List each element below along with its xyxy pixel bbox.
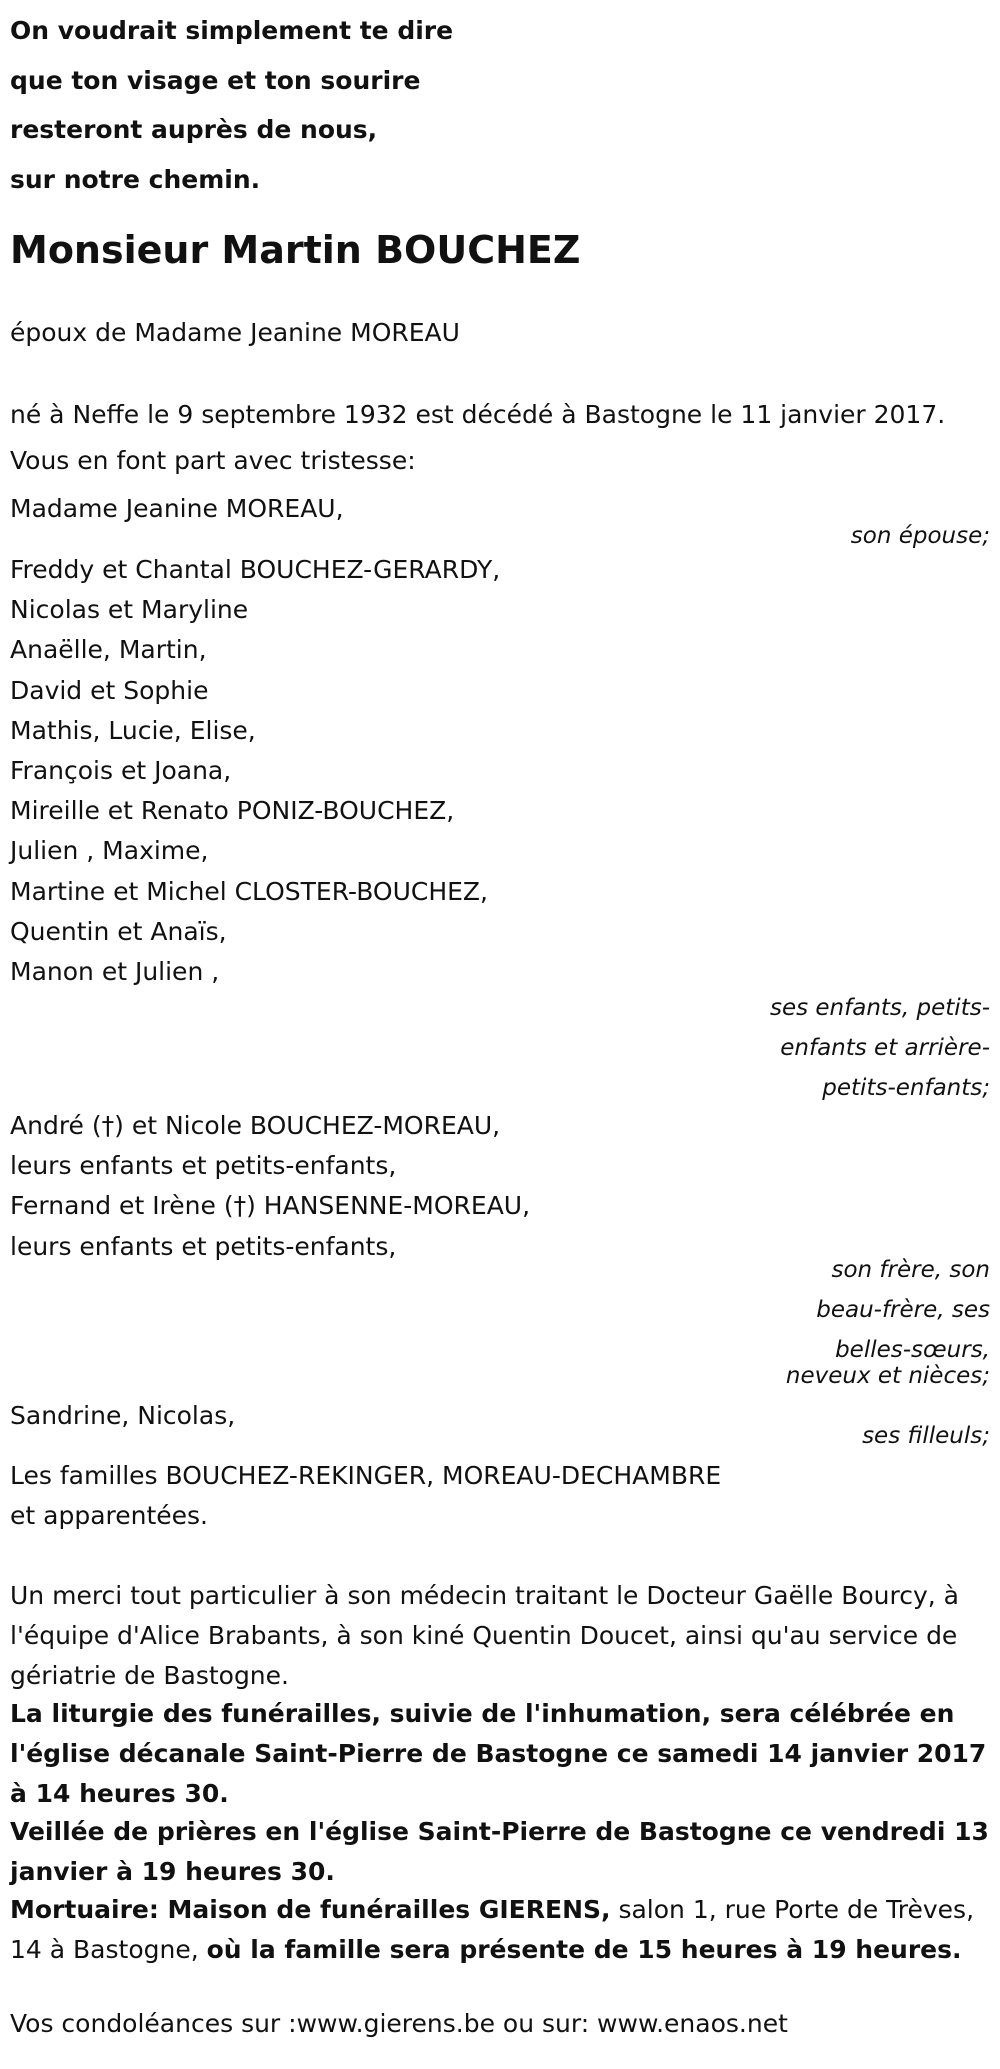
family-name-line: David et Sophie [10, 675, 209, 705]
poem-line: sur notre chemin. [10, 164, 261, 194]
spouse-group [10, 489, 344, 529]
relation-line: enfants et arrière- [780, 1035, 990, 1061]
announcement-line: Vous en font part avec tristesse: [10, 446, 416, 475]
spouse-line: époux de Madame Jeanine MOREAU [10, 318, 460, 347]
family-name-line: Manon et Julien , [10, 957, 220, 987]
family-name-line: Madame Jeanine MOREAU, [10, 494, 344, 523]
mortuary-address: salon 1, rue Porte de Trèves, 14 à Bastogne, [10, 1895, 975, 1964]
relation-line: petits-enfants; [822, 1075, 990, 1101]
vigil-paragraph: Veillée de prières en l'église Saint-Pierre de Bastogne ce vendredi 13 janvier à 19 heures 30. [10, 1817, 989, 1886]
family-name-line: leurs enfants et petits-enfants, [10, 1151, 397, 1181]
funeral-paragraph: La liturgie des funérailles, suivie de l'inhumation, sera célébrée en l'église décanale Saint-Pierre de Bastogne ce samedi 14 janvier 2017 à 14 heures 30. [10, 1699, 987, 1808]
family-name-line: Mireille et Renato PONIZ-BOUCHEZ, [10, 796, 455, 826]
relation-line: neveux et nièces; [785, 1363, 990, 1389]
deceased-name: Monsieur Martin BOUCHEZ [10, 228, 581, 272]
relation-line: ses filleuls; [862, 1423, 990, 1449]
relation-line: son frère, son [831, 1257, 990, 1283]
relation-line: ses enfants, petits- [769, 995, 990, 1021]
relation-line: son épouse; [850, 523, 990, 549]
poem-line: resteront auprès de nous, [10, 115, 378, 144]
birth-death-line: né à Neffe le 9 septembre 1932 est décédé à Bastogne le 11 janvier 2017. [10, 400, 946, 429]
siblings-group [10, 1106, 530, 1267]
family-name-line: Julien , Maxime, [10, 836, 209, 866]
family-name-line: Anaëlle, Martin, [10, 635, 207, 665]
poem-line: On voudrait simplement te dire [10, 16, 454, 45]
family-name-line: Freddy et Chantal BOUCHEZ-GERARDY, [10, 555, 501, 584]
family-name-line: François et Joana, [10, 756, 232, 786]
godchildren-group [10, 1396, 235, 1436]
spouse-relation [851, 516, 990, 556]
family-name-line: Quentin et Anaïs, [10, 916, 227, 946]
family-name-line: Sandrine, Nicolas, [10, 1401, 236, 1430]
siblings-relation [786, 1250, 990, 1389]
family-name-line: et apparentées. [10, 1501, 208, 1531]
family-name-line: Mathis, Lucie, Elise, [10, 715, 256, 745]
family-name-line: Nicolas et Maryline [10, 595, 249, 625]
poem-line: que ton visage et ton sourire [10, 65, 421, 95]
families-group [10, 1456, 721, 1536]
relation-line: belles-sœurs, [835, 1337, 990, 1363]
condolences-line: Vos condoléances sur :www.gierens.be ou sur: www.enaos.net [10, 2009, 788, 2038]
family-name-line: Les familles BOUCHEZ-REKINGER, MOREAU-DECHAMBRE [10, 1461, 722, 1490]
family-name-line: Fernand et Irène (†) HANSENNE-MOREAU, [10, 1191, 531, 1221]
thanks-paragraph: Un merci tout particulier à son médecin traitant le Docteur Gaëlle Bourcy, à l'équipe d'Alice Brabants, à son kiné Quentin Doucet, ainsi qu'au service de gériatrie de Bastogne. [10, 1581, 959, 1690]
relation-line: beau-frère, ses [816, 1297, 990, 1323]
mortuary-paragraph [10, 1890, 995, 1970]
godchildren-relation [862, 1416, 990, 1456]
children-relation [770, 988, 990, 1108]
family-presence: où la famille sera présente de 15 heures à 19 heures. [206, 1935, 962, 1964]
family-name-line: Martine et Michel CLOSTER-BOUCHEZ, [10, 876, 489, 906]
family-name-line: leurs enfants et petits-enfants, [10, 1231, 397, 1261]
family-name-line: André (†) et Nicole BOUCHEZ-MOREAU, [10, 1111, 501, 1140]
children-group [10, 550, 500, 992]
poem [10, 6, 453, 204]
mortuary-label: Mortuaire: Maison de funérailles GIERENS, [10, 1895, 611, 1924]
